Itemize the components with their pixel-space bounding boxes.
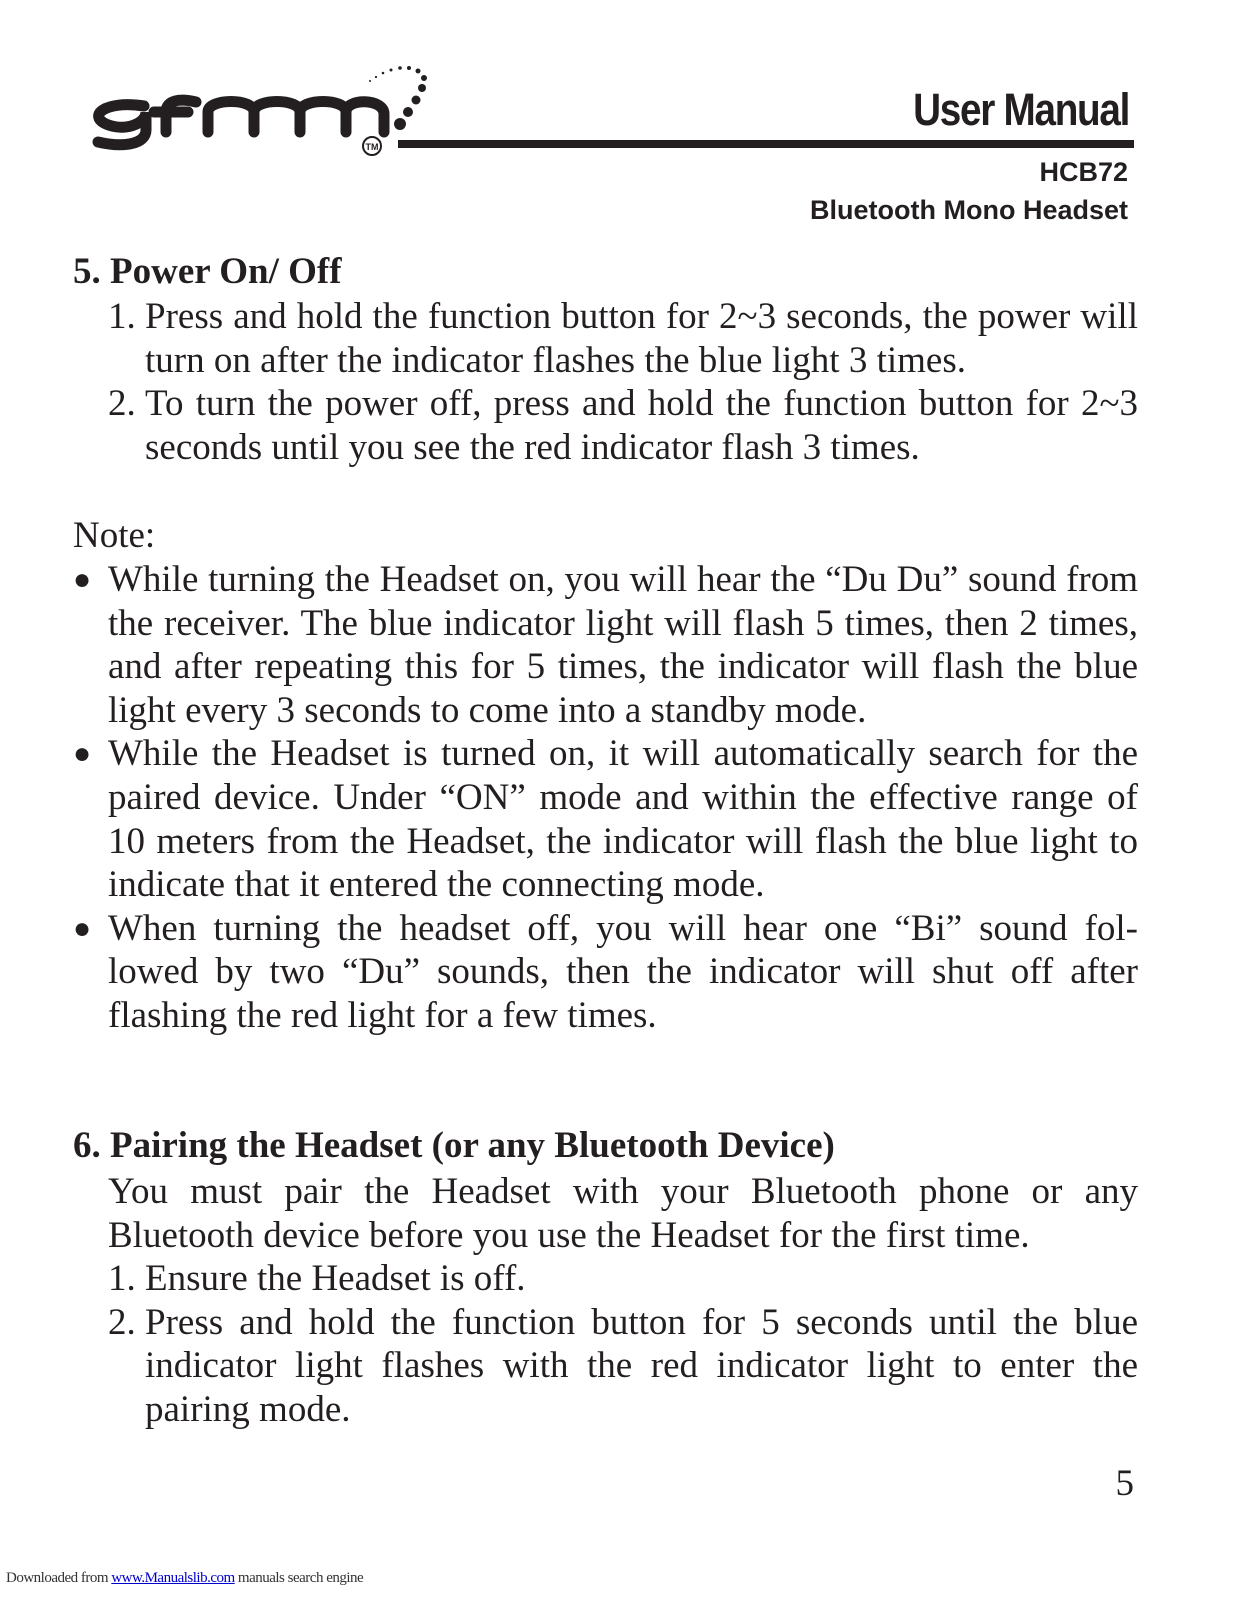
step-text: Press and hold the function button for 5 seconds until the blue indicator light flashes with the red indicator light to enter the pairing mode. [145,1301,1138,1430]
step-number: 2. [108,1301,136,1343]
trademark-mark: TM [365,142,379,152]
product-name: Bluetooth Mono Headset [810,195,1128,225]
power-step [108,295,1138,382]
note-text: While turning the Headset on, you will hear the “Du Du” sound from the receiver. The blue indicator light will flash 5 times, then 2 times, and after repeating this for 5 times, the indicator will flash the blue light every 3 seconds to come into a standby mode. [108,559,1138,731]
document-title: User Manual [913,84,1129,135]
header-rule [398,140,1134,148]
note-list [73,558,1138,1038]
pairing-step [108,1257,1138,1301]
download-footer [6,1570,363,1587]
section-6-heading: 6. Pairing the Headset (or any Bluetooth Device) [73,1125,835,1166]
page-number: 5 [1115,1463,1134,1504]
note-item [73,907,1138,1038]
step-number: 2. [108,383,136,425]
note-text: When turning the headset off, you will hear one “Bi” sound fol-lowed by two “Du” sounds, then the indicator will shut off after flashing the red light for a few times. [108,907,1138,1036]
model-number: HCB72 [1039,157,1128,187]
note-text: While the Headset is turned on, it will automatically search for the paired device. Under “ON” mode and within the effective range of 10 meters from the Headset, the indicator will flash the blue light to indicate that it entered the connecting mode. [108,733,1138,906]
manualslib-link[interactable]: www.Manualslib.com [111,1570,235,1586]
bullet-icon: ● [73,563,92,596]
bullet-icon: ● [73,911,92,945]
pairing-step [108,1301,1138,1432]
note-item [73,732,1138,906]
pairing-steps [108,1257,1138,1431]
step-number: 1. [108,1258,136,1299]
bullet-icon: ● [73,737,92,771]
section-5-heading: 5. Power On/ Off [73,251,342,292]
note-label: Note: [73,515,156,556]
power-step [108,382,1138,469]
step-text: Press and hold the function button for 2~3 seconds, the power will turn on after the indicator flashes the blue light 3 times. [145,296,1138,381]
step-number: 1. [108,296,136,337]
power-steps [108,295,1138,469]
step-text: Ensure the Headset is off. [145,1258,526,1299]
footer-prefix: Downloaded from [6,1570,112,1586]
footer-suffix: manuals search engine [234,1570,364,1586]
step-text: To turn the power off, press and hold the function button for 2~3 seconds until you see the red indicator flash 3 times. [145,383,1138,468]
pairing-intro: You must pair the Headset with your Bluetooth phone or any Bluetooth device before you use the Headset for the first time. [108,1171,1138,1256]
gfm-logo [84,62,444,162]
note-item [73,558,1138,732]
